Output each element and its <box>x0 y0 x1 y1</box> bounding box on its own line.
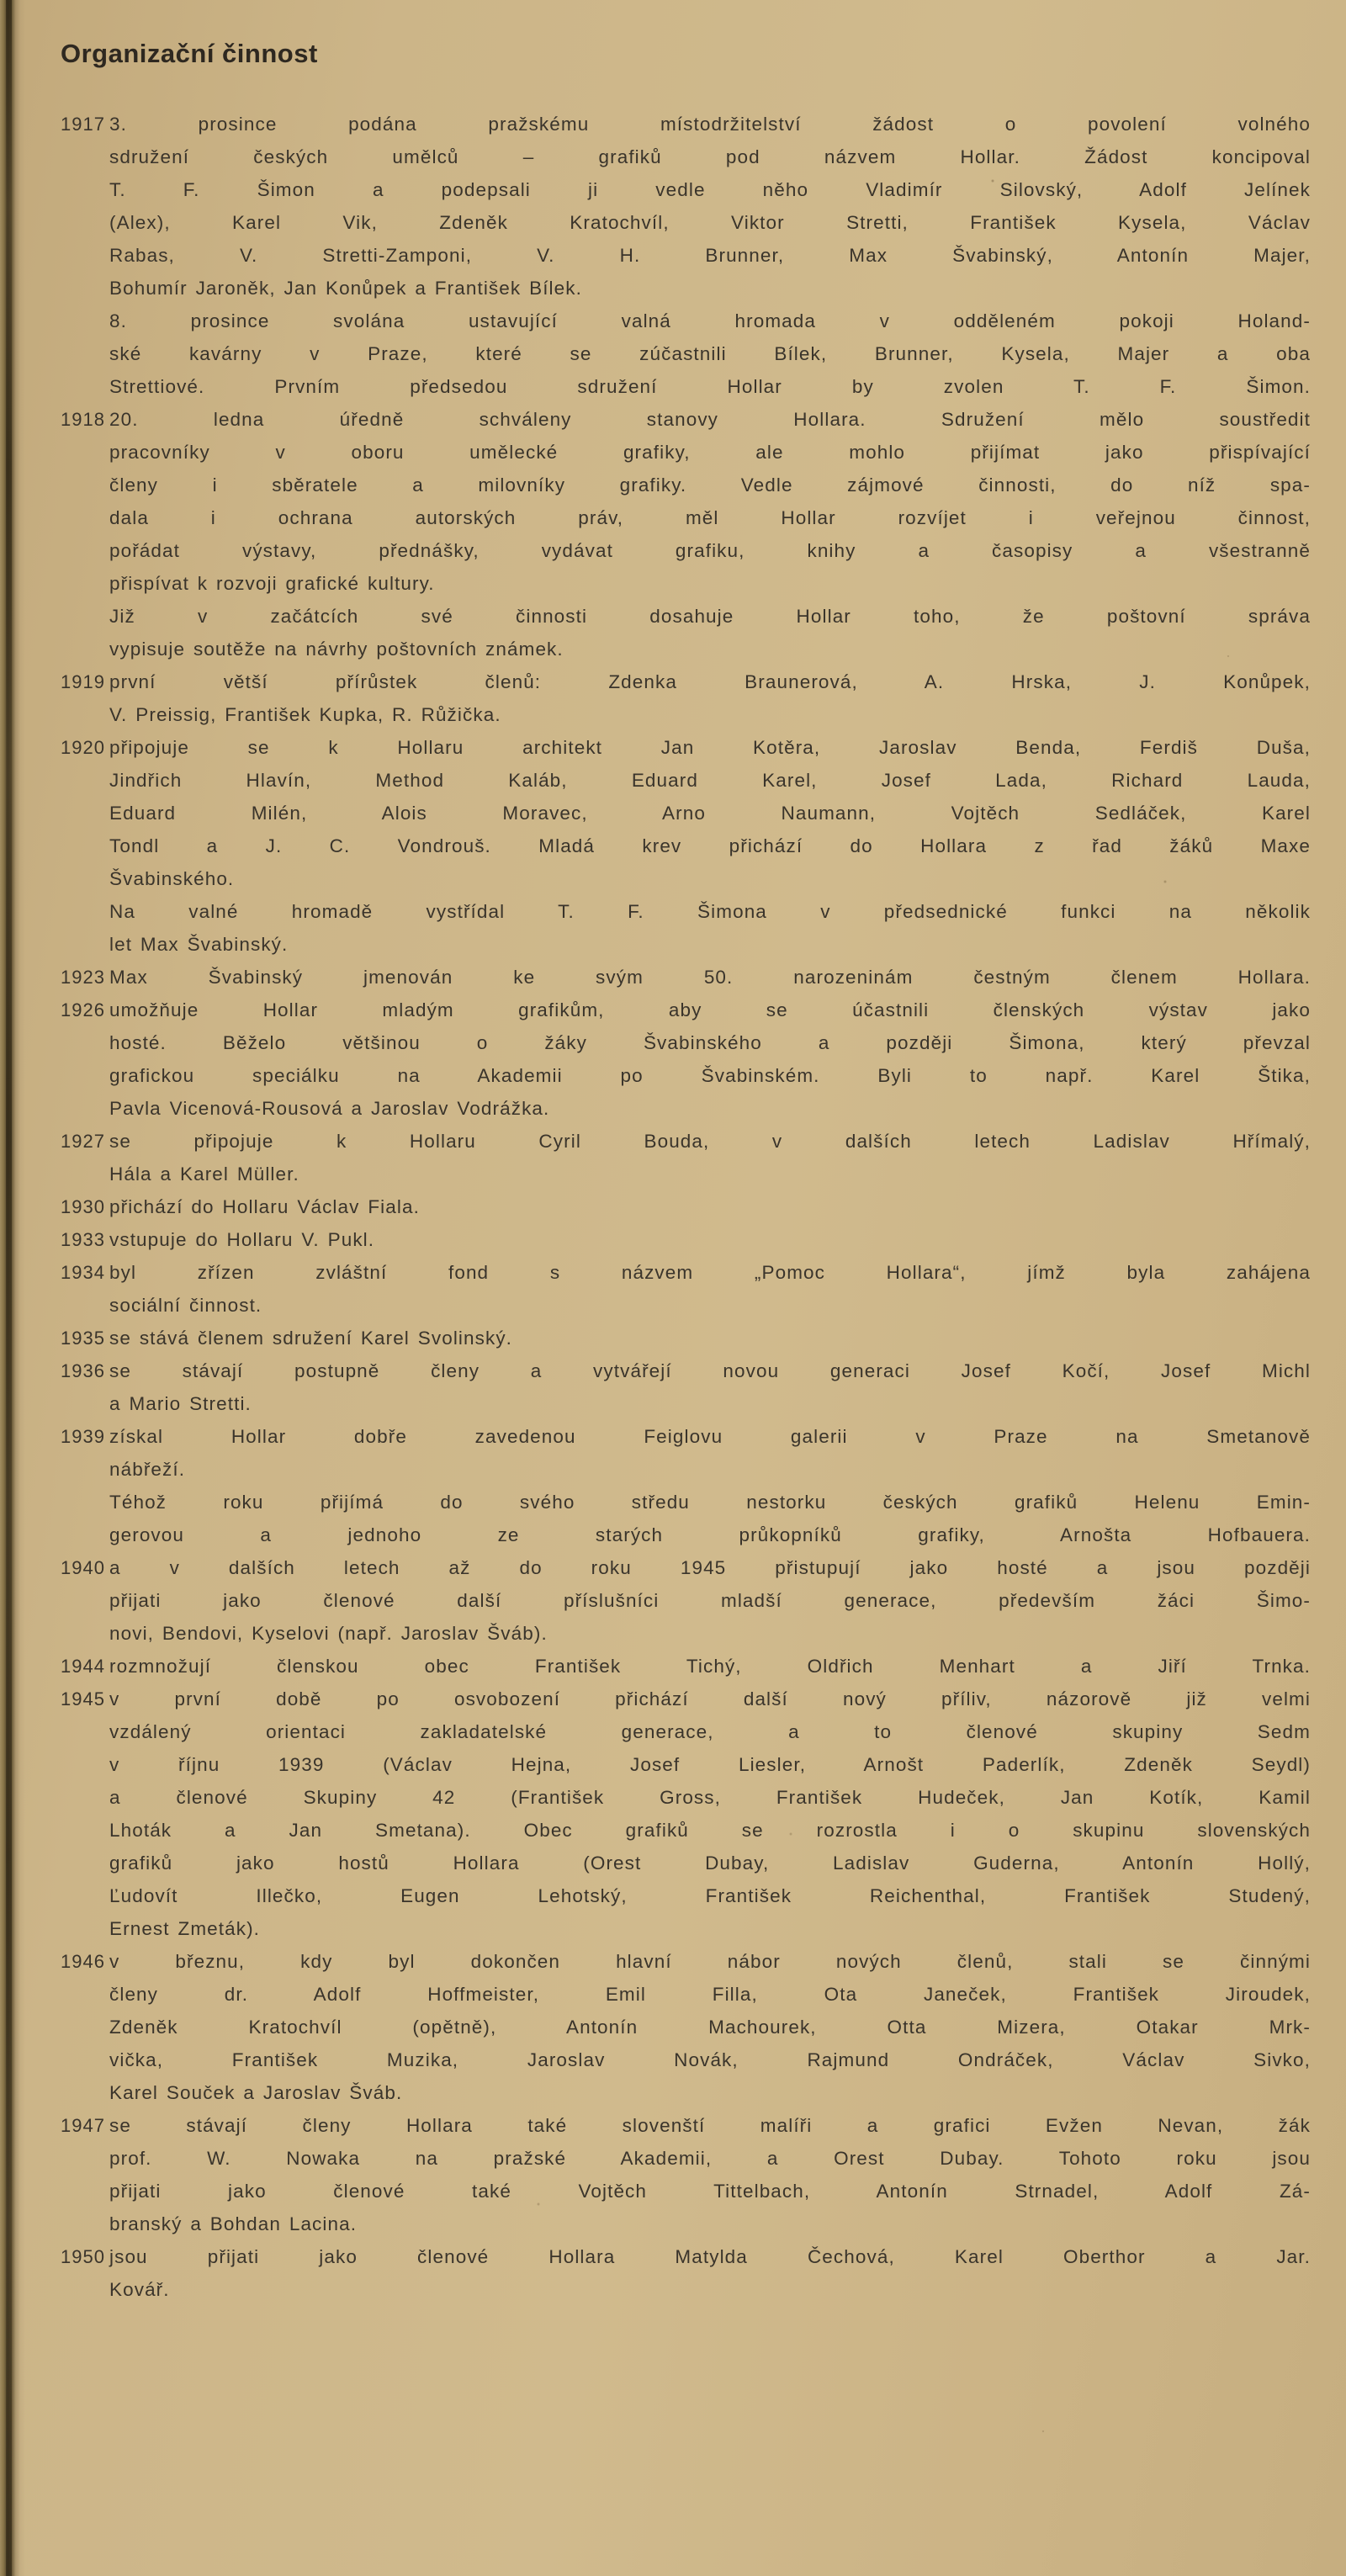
entry-paragraph <box>109 1683 1311 1945</box>
text-line: v březnu, kdy byl dokončen hlavní nábor nových členů, stali se činnými <box>109 1951 1311 1972</box>
text-line: Kovář. <box>109 2279 170 2300</box>
entry-text <box>109 1551 1311 1650</box>
entry-paragraph <box>109 1223 1311 1256</box>
timeline-entry <box>61 2240 1311 2306</box>
text-line: Téhož roku přijímá do svého středu nestorku českých grafiků Helenu Emin- <box>109 1492 1311 1513</box>
entry-text <box>109 2240 1311 2306</box>
entry-paragraph <box>109 2240 1311 2306</box>
entry-paragraph <box>109 1650 1311 1683</box>
text-line: členy i sběratele a milovníky grafiky. Vedle zájmové činnosti, do níž spa- <box>109 474 1311 496</box>
text-line: Ernest Zmeták). <box>109 1918 261 1939</box>
timeline-entry <box>61 731 1311 961</box>
text-line: se stává členem sdružení Karel Svolinský. <box>109 1328 513 1349</box>
timeline-entry <box>61 1650 1311 1683</box>
text-line: Ľudovít Illečko, Eugen Lehotský, František Reichenthal, František Studený, <box>109 1885 1311 1906</box>
text-line: Lhoták a Jan Smetana). Obec grafiků se rozrostla i o skupinu slovenských <box>109 1820 1311 1841</box>
text-line: a členové Skupiny 42 (František Gross, František Hudeček, Jan Kotík, Kamil <box>109 1787 1311 1808</box>
text-line: sdružení českých umělců – grafiků pod názvem Hollar. Žádost koncipoval <box>109 146 1311 167</box>
timeline-entry <box>61 1945 1311 2109</box>
timeline-entry <box>61 1190 1311 1223</box>
timeline <box>61 108 1311 2306</box>
text-line: ské kavárny v Praze, které se zúčastnili Bílek, Brunner, Kysela, Majer a oba <box>109 343 1311 364</box>
text-line: Bohumír Jaroněk, Jan Konůpek a František Bílek. <box>109 278 582 299</box>
text-line: přichází do Hollaru Václav Fiala. <box>109 1196 420 1217</box>
text-line: první větší přírůstek členů: Zdenka Braunerová, A. Hrska, J. Konůpek, <box>109 671 1311 692</box>
entry-text <box>109 1420 1311 1551</box>
text-line: Již v začátcích své činnosti dosahuje Hollar toho, že poštovní správa <box>109 606 1311 627</box>
text-line: Na valné hromadě vystřídal T. F. Šimona v předsednické funkci na několik <box>109 901 1311 922</box>
text-line: T. F. Šimon a podepsali ji vedle něho Vladimír Silovský, Adolf Jelínek <box>109 179 1311 200</box>
entry-paragraph <box>109 731 1311 895</box>
text-line: přispívat k rozvoji grafické kultury. <box>109 573 435 594</box>
entry-year-label: 1945 <box>61 1688 105 1709</box>
entry-year-label: 1947 <box>61 2115 105 2136</box>
page-binding-edge <box>0 0 25 2576</box>
entry-text <box>109 961 1311 994</box>
text-line: sociální činnost. <box>109 1295 262 1316</box>
timeline-entry <box>61 1322 1311 1354</box>
text-line: Zdeněk Kratochvíl (opětně), Antonín Machourek, Otta Mizera, Otakar Mrk- <box>109 2017 1311 2038</box>
text-line: 20. ledna úředně schváleny stanovy Hollara. Sdružení mělo soustředit <box>109 409 1311 430</box>
entry-text <box>109 403 1311 665</box>
entry-text <box>109 1945 1311 2109</box>
timeline-entry <box>61 1125 1311 1190</box>
text-line: gerovou a jednoho ze starých průkopníků grafiky, Arnošta Hofbauera. <box>109 1524 1311 1545</box>
entry-year-label: 1939 <box>61 1426 105 1447</box>
text-line: přijati jako členové také Vojtěch Tittelbach, Antonín Strnadel, Adolf Zá- <box>109 2181 1311 2202</box>
entry-paragraph <box>109 1354 1311 1420</box>
text-line: členy dr. Adolf Hoffmeister, Emil Filla, Ota Janeček, František Jiroudek, <box>109 1984 1311 2005</box>
text-line: Tondl a J. C. Vondrouš. Mladá krev přichází do Hollara z řad žáků Maxe <box>109 835 1311 856</box>
text-line: hosté. Běželo většinou o žáky Švabinského a později Šimona, který převzal <box>109 1032 1311 1053</box>
text-line: rozmnožují členskou obec František Tichý, Oldřich Menhart a Jiří Trnka. <box>109 1656 1311 1677</box>
text-line: Rabas, V. Stretti-Zamponi, V. H. Brunner, Max Švabinský, Antonín Majer, <box>109 245 1311 266</box>
text-line: 3. prosince podána pražskému místodržitelství žádost o povolení volného <box>109 114 1311 135</box>
entry-paragraph <box>109 600 1311 665</box>
timeline-entry <box>61 1420 1311 1551</box>
text-line: pracovníky v oboru umělecké grafiky, ale mohlo přijímat jako přispívající <box>109 442 1311 463</box>
text-line: let Max Švabinský. <box>109 934 289 955</box>
entry-paragraph <box>109 1420 1311 1486</box>
text-line: Jindřich Hlavín, Method Kaláb, Eduard Karel, Josef Lada, Richard Lauda, <box>109 770 1311 791</box>
entry-text <box>109 1650 1311 1683</box>
entry-paragraph <box>109 665 1311 731</box>
entry-year-label: 1944 <box>61 1656 105 1677</box>
entry-text <box>109 1683 1311 1945</box>
entry-text <box>109 665 1311 731</box>
entry-text <box>109 731 1311 961</box>
entry-year-label: 1934 <box>61 1262 105 1283</box>
entry-paragraph <box>109 895 1311 961</box>
text-line: v první době po osvobození přichází další nový příliv, názorově již velmi <box>109 1688 1311 1709</box>
entry-paragraph <box>109 2109 1311 2240</box>
entry-text <box>109 2109 1311 2240</box>
text-line: umožňuje Hollar mladým grafikům, aby se účastnili členských výstav jako <box>109 999 1311 1020</box>
text-line: grafickou speciálku na Akademii po Švabinském. Byli to např. Karel Štika, <box>109 1065 1311 1086</box>
entry-text <box>109 1125 1311 1190</box>
entry-paragraph <box>109 1945 1311 2109</box>
text-line: a Mario Stretti. <box>109 1393 252 1414</box>
entry-year-label: 1950 <box>61 2246 105 2267</box>
text-line: Pavla Vicenová-Rousová a Jaroslav Vodrážka. <box>109 1098 550 1119</box>
entry-paragraph <box>109 961 1311 994</box>
entry-year-label: 1946 <box>61 1951 105 1972</box>
entry-paragraph <box>109 108 1311 305</box>
entry-paragraph <box>109 1256 1311 1322</box>
entry-year-label: 1933 <box>61 1229 105 1250</box>
entry-paragraph <box>109 1125 1311 1190</box>
text-line: se připojuje k Hollaru Cyril Bouda, v dalších letech Ladislav Hřímalý, <box>109 1131 1311 1152</box>
timeline-entry <box>61 1223 1311 1256</box>
text-line: V. Preissig, František Kupka, R. Růžička. <box>109 704 501 725</box>
text-line: v říjnu 1939 (Václav Hejna, Josef Liesler, Arnošt Paderlík, Zdeněk Seydl) <box>109 1754 1311 1775</box>
text-line: Max Švabinský jmenován ke svým 50. narozeninám čestným členem Hollara. <box>109 967 1311 988</box>
text-line: grafiků jako hostů Hollara (Orest Dubay, Ladislav Guderna, Antonín Hollý, <box>109 1852 1311 1874</box>
text-line: nábřeží. <box>109 1459 186 1480</box>
text-line: (Alex), Karel Vik, Zdeněk Kratochvíl, Viktor Stretti, František Kysela, Václav <box>109 212 1311 233</box>
text-line: přijati jako členové další příslušníci mladší generace, především žáci Šimo- <box>109 1590 1311 1611</box>
text-line: Švabinského. <box>109 868 235 889</box>
entry-text <box>109 1354 1311 1420</box>
entry-text <box>109 994 1311 1125</box>
entry-paragraph <box>109 1190 1311 1223</box>
entry-year-label: 1927 <box>61 1131 105 1152</box>
entry-year-label: 1917 <box>61 114 105 135</box>
entry-paragraph <box>109 305 1311 403</box>
text-line: pořádat výstavy, přednášky, vydávat grafiku, knihy a časopisy a všestranně <box>109 540 1311 561</box>
entry-text <box>109 1190 1311 1223</box>
timeline-entry <box>61 403 1311 665</box>
text-line: vstupuje do Hollaru V. Pukl. <box>109 1229 375 1250</box>
entry-year-label: 1920 <box>61 737 105 758</box>
entry-text <box>109 1256 1311 1322</box>
text-line: se stávají postupně členy a vytvářejí novou generaci Josef Kočí, Josef Michl <box>109 1360 1311 1381</box>
entry-paragraph <box>109 1486 1311 1551</box>
entry-year-label: 1918 <box>61 409 105 430</box>
timeline-entry <box>61 1256 1311 1322</box>
entry-paragraph <box>109 403 1311 600</box>
text-line: se stávají členy Hollara také slovenští malíři a grafici Evžen Nevan, žák <box>109 2115 1311 2136</box>
text-line: novi, Bendovi, Kyselovi (např. Jaroslav Šváb). <box>109 1623 548 1644</box>
text-line: 8. prosince svolána ustavující valná hromada v odděleném pokoji Holand- <box>109 310 1311 331</box>
entry-paragraph <box>109 1322 1311 1354</box>
text-line: byl zřízen zvláštní fond s názvem „Pomoc Hollara“, jímž byla zahájena <box>109 1262 1311 1283</box>
text-line: získal Hollar dobře zavedenou Feiglovu galerii v Praze na Smetanově <box>109 1426 1311 1447</box>
entry-year-label: 1936 <box>61 1360 105 1381</box>
entry-text <box>109 1322 1311 1354</box>
text-line: a v dalších letech až do roku 1945 přistupují jako hosté a jsou později <box>109 1557 1311 1578</box>
text-line: Karel Souček a Jaroslav Šváb. <box>109 2082 403 2103</box>
entry-paragraph <box>109 994 1311 1125</box>
text-line: dala i ochrana autorských práv, měl Hollar rozvíjet i veřejnou činnost, <box>109 507 1311 528</box>
text-line: jsou přijati jako členové Hollara Matylda Čechová, Karel Oberthor a Jar. <box>109 2246 1311 2267</box>
text-line: připojuje se k Hollaru architekt Jan Kotěra, Jaroslav Benda, Ferdiš Duša, <box>109 737 1311 758</box>
text-line: vzdálený orientaci zakladatelské generace, a to členové skupiny Sedm <box>109 1721 1311 1742</box>
timeline-entry <box>61 1551 1311 1650</box>
text-line: vypisuje soutěže na návrhy poštovních známek. <box>109 639 564 660</box>
text-line: Strettiové. Prvním předsedou sdružení Hollar by zvolen T. F. Šimon. <box>109 376 1311 397</box>
entry-year-label: 1940 <box>61 1557 105 1578</box>
entry-paragraph <box>109 1551 1311 1650</box>
text-line: Hála a Karel Müller. <box>109 1163 299 1185</box>
entry-year-label: 1926 <box>61 999 105 1020</box>
entry-year-label: 1935 <box>61 1328 105 1349</box>
text-line: Eduard Milén, Alois Moravec, Arno Naumann, Vojtěch Sedláček, Karel <box>109 803 1311 824</box>
timeline-entry <box>61 108 1311 403</box>
timeline-entry <box>61 994 1311 1125</box>
text-line: branský a Bohdan Lacina. <box>109 2213 358 2234</box>
timeline-entry <box>61 961 1311 994</box>
entry-year-label: 1923 <box>61 967 105 988</box>
entry-year-label: 1919 <box>61 671 105 692</box>
timeline-entry <box>61 1354 1311 1420</box>
page-content <box>61 39 1311 2306</box>
entry-text <box>109 1223 1311 1256</box>
timeline-entry <box>61 665 1311 731</box>
page-title: Organizační činnost <box>61 39 318 68</box>
entry-year-label: 1930 <box>61 1196 105 1217</box>
timeline-entry <box>61 1683 1311 1945</box>
text-line: prof. W. Nowaka na pražské Akademii, a Orest Dubay. Tohoto roku jsou <box>109 2148 1311 2169</box>
timeline-entry <box>61 2109 1311 2240</box>
text-line: vička, František Muzika, Jaroslav Novák, Rajmund Ondráček, Václav Sivko, <box>109 2049 1311 2070</box>
entry-text <box>109 108 1311 403</box>
